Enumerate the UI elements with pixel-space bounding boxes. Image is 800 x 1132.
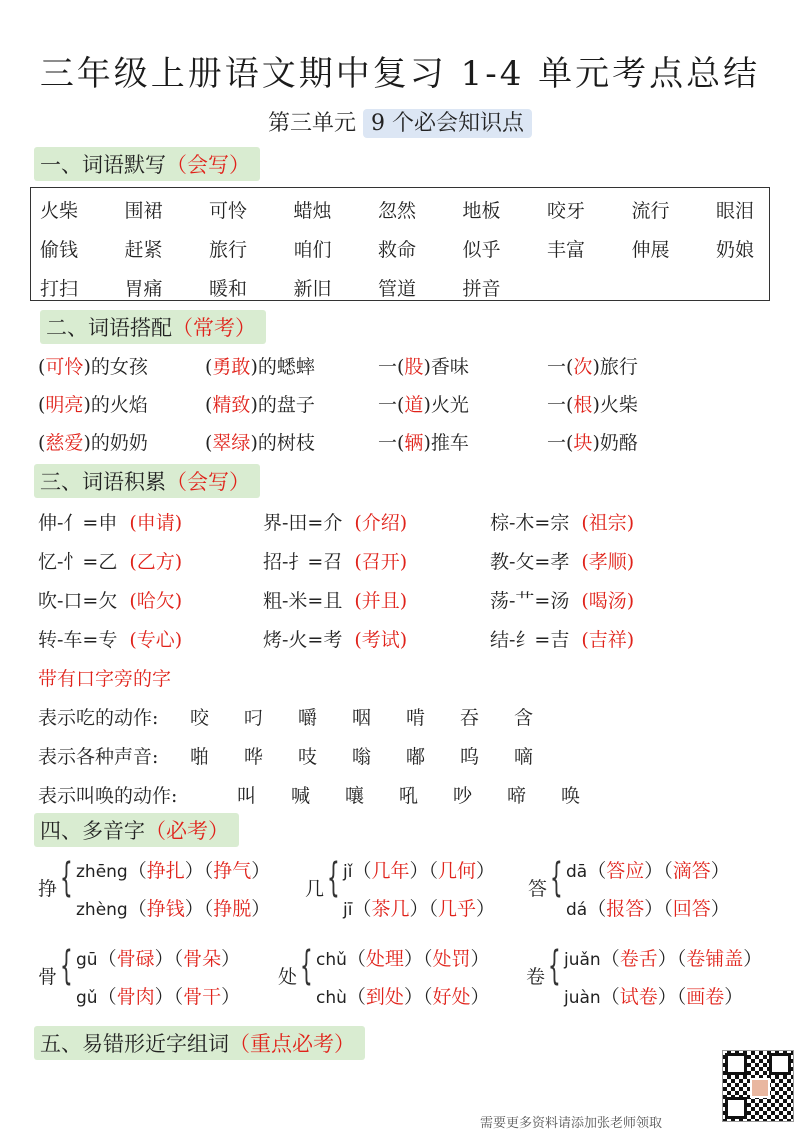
polyphone-line: [564, 944, 762, 971]
pinyin: chù: [316, 988, 347, 1008]
vocab-word: 管道: [378, 278, 417, 300]
equation-text: 忆-忄=乙: [38, 551, 118, 573]
vocab-word: 旅行: [209, 239, 248, 261]
vocab-word: 围裙: [124, 200, 163, 222]
equation-answer: (召开): [354, 551, 408, 573]
pinyin: juàn: [564, 988, 601, 1008]
equation-text: 招-扌=召: [263, 551, 343, 573]
collocation-item: [205, 352, 315, 379]
pinyin: dá: [566, 900, 588, 920]
collocation-answer: 勇敢: [212, 356, 251, 378]
equation-text: 结-纟=吉: [490, 629, 570, 651]
paren-close: ）（: [403, 986, 433, 1008]
pinyin: gǔ: [76, 988, 98, 1008]
paren-close: ）: [251, 898, 271, 920]
section-1-title: 一、词语默写: [40, 153, 166, 177]
polyphone-word: 滴答: [672, 860, 711, 882]
collocation-answer: 股: [404, 356, 424, 378]
paren-open: （: [97, 948, 117, 970]
paren-open: （: [352, 898, 372, 920]
collocation-post: )火柴: [592, 394, 638, 416]
polyphone-word: 回答: [672, 898, 711, 920]
vocab-word: 拼音: [462, 278, 501, 300]
pinyin: gū: [76, 950, 98, 970]
polyphone-line: [316, 944, 489, 971]
paren-close: ）: [476, 898, 496, 920]
vocab-word: 火柴: [40, 200, 79, 222]
paren-open: （: [127, 898, 147, 920]
polyphone-line: [566, 856, 730, 883]
section-2-title: 二、词语搭配: [46, 316, 172, 340]
vocab-word: 新旧: [293, 278, 332, 300]
character-equation: [490, 508, 634, 535]
group-char: 喊: [291, 785, 311, 807]
collocation-answer: 辆: [404, 432, 424, 454]
polyphone-char: 几: [305, 878, 325, 900]
equation-answer: (并且): [354, 590, 408, 612]
polyphone-line: [76, 894, 270, 921]
brace-icon: {: [550, 855, 563, 901]
paren-close: ）（: [184, 898, 214, 920]
polyphone-word: 茶几: [371, 898, 410, 920]
polyphone-word: 几乎: [438, 898, 477, 920]
paren-open: （: [346, 948, 366, 970]
collocation-answer: 根: [573, 394, 593, 416]
collocation-post: )火光: [423, 394, 469, 416]
equation-text: 吹-口=欠: [38, 590, 118, 612]
character-equation: [38, 625, 182, 652]
vocab-word: 眼泪: [716, 200, 755, 222]
group-label: 表示各种声音:: [38, 746, 159, 768]
collocation-pre: (: [205, 432, 213, 454]
polyphone-word: 卷舌: [619, 948, 658, 970]
paren-open: （: [600, 986, 620, 1008]
footer-note: 需要更多资料请添加张老师领取: [480, 1116, 663, 1131]
equation-text: 棕-木=宗: [490, 512, 570, 534]
paren-open: （: [352, 860, 372, 882]
section-3-title: 三、词语积累: [40, 470, 166, 494]
collocation-item: [378, 352, 469, 379]
section-4-heading: [34, 813, 239, 847]
brace-icon: {: [327, 855, 340, 901]
group-char: 嚷: [345, 785, 365, 807]
collocation-item: [547, 352, 638, 379]
section-1-heading: [34, 147, 260, 181]
collocation-post: )的火焰: [83, 394, 148, 416]
paren-open: （: [587, 860, 607, 882]
collocation-pre: 一(: [547, 356, 574, 378]
polyphone-word: 答应: [606, 860, 645, 882]
polyphone-line: [76, 944, 240, 971]
group-char: 唤: [561, 785, 581, 807]
collocation-pre: 一(: [378, 394, 405, 416]
vocab-word: 偷钱: [40, 239, 79, 261]
collocation-pre: 一(: [547, 394, 574, 416]
group-char: 啼: [507, 785, 527, 807]
paren-close: ）: [476, 860, 496, 882]
collocation-answer: 块: [573, 432, 593, 454]
vocab-word: 救命: [378, 239, 417, 261]
collocation-item: [547, 428, 638, 455]
polyphone-word: 挣钱: [146, 898, 185, 920]
equation-text: 教-攵=孝: [490, 551, 570, 573]
equation-answer: (哈欠): [129, 590, 183, 612]
paren-close: ）: [743, 948, 763, 970]
group-char: 嘟: [406, 746, 426, 768]
section-5-title: 五、易错形近字组词: [40, 1032, 229, 1056]
section-5-heading: [34, 1026, 365, 1060]
vocab-word: 伸展: [631, 239, 670, 261]
polyphone-word: 挣扎: [146, 860, 185, 882]
collocation-pre: (: [205, 356, 213, 378]
equation-answer: (孝顺): [581, 551, 635, 573]
qr-code: [722, 1050, 794, 1122]
group-char: 咽: [352, 707, 372, 729]
equation-text: 转-车=专: [38, 629, 118, 651]
paren-close: ）: [710, 898, 730, 920]
paren-close: ）（: [657, 986, 687, 1008]
collocation-post: )推车: [423, 432, 469, 454]
collocation-post: )旅行: [592, 356, 638, 378]
character-equation: [38, 508, 182, 535]
polyphone-word: 画卷: [686, 986, 725, 1008]
group-char: 叼: [244, 707, 264, 729]
unit-highlight: 9 个必会知识点: [363, 109, 532, 138]
paren-close: ）（: [184, 860, 214, 882]
vocab-word: 流行: [631, 200, 670, 222]
paren-close: ）: [470, 986, 490, 1008]
group-char: 含: [514, 707, 534, 729]
collocation-item: [205, 390, 315, 417]
character-equation: [490, 625, 634, 652]
equation-text: 粗-米=且: [263, 590, 343, 612]
collocation-pre: 一(: [547, 432, 574, 454]
paren-open: （: [600, 948, 620, 970]
paren-close: ）（: [409, 860, 438, 882]
polyphone-line: [76, 856, 270, 883]
character-equation: [263, 625, 407, 652]
collocation-answer: 次: [573, 356, 593, 378]
collocation-pre: 一(: [378, 356, 405, 378]
character-equation: [263, 547, 407, 574]
collocation-item: [378, 428, 469, 455]
collocation-pre: (: [205, 394, 213, 416]
section-1-tag: （会写）: [166, 153, 250, 177]
vocab-word: 打扫: [40, 278, 79, 300]
equation-text: 界-田=介: [263, 512, 343, 534]
collocation-item: [38, 390, 148, 417]
brace-icon: {: [60, 943, 73, 989]
equation-answer: (祖宗): [581, 512, 635, 534]
paren-close: ）: [724, 986, 744, 1008]
polyphone-word: 骨朵: [183, 948, 222, 970]
collocation-pre: 一(: [378, 432, 405, 454]
group-char: 咬: [190, 707, 210, 729]
group-char: 叫: [237, 785, 257, 807]
vocab-word: 咬牙: [547, 200, 586, 222]
character-equation: [38, 586, 182, 613]
collocation-post: )的盘子: [250, 394, 315, 416]
polyphone-word: 处罚: [432, 948, 471, 970]
character-equation: [263, 508, 407, 535]
polyphone-char: 处: [278, 966, 298, 988]
vocab-word: 可怜: [209, 200, 248, 222]
equation-answer: (介绍): [354, 512, 408, 534]
polyphone-word: 挣气: [213, 860, 252, 882]
collocation-post: )奶酪: [592, 432, 638, 454]
equation-text: 伸-亻=申: [38, 512, 118, 534]
paren-close: ）（: [644, 898, 673, 920]
paren-close: ）（: [409, 898, 438, 920]
group-char: 吼: [399, 785, 419, 807]
collocation-answer: 精致: [212, 394, 251, 416]
polyphone-line: [343, 856, 495, 883]
paren-close: ）（: [154, 948, 184, 970]
character-equation: [490, 586, 634, 613]
brace-icon: {: [60, 855, 73, 901]
collocation-pre: (: [38, 356, 46, 378]
pinyin: dā: [566, 862, 588, 882]
character-equation: [38, 547, 182, 574]
paren-open: （: [97, 986, 117, 1008]
pinyin: juǎn: [564, 950, 601, 970]
polyphone-word: 骨碌: [116, 948, 155, 970]
polyphone-line: [343, 894, 495, 921]
polyphone-char: 骨: [38, 966, 58, 988]
collocation-post: )的树枝: [250, 432, 315, 454]
character-equation: [263, 586, 407, 613]
pinyin: jī: [343, 900, 353, 920]
section-3-tag: （会写）: [166, 470, 250, 494]
collocation-post: )的奶奶: [83, 432, 148, 454]
paren-close: ）（: [644, 860, 673, 882]
vocab-word: 咱们: [293, 239, 332, 261]
brace-icon: {: [548, 943, 561, 989]
pinyin: chǔ: [316, 950, 347, 970]
polyphone-line: [564, 982, 743, 1009]
vocab-word: 丰富: [547, 239, 586, 261]
vocab-word: 忽然: [378, 200, 417, 222]
collocation-answer: 明亮: [45, 394, 84, 416]
polyphone-line: [76, 982, 240, 1009]
equation-answer: (乙方): [129, 551, 183, 573]
group-char: 吞: [460, 707, 480, 729]
section-4-tag: （必考）: [145, 819, 229, 843]
equation-text: 荡-艹=汤: [490, 590, 570, 612]
group-char: 啃: [406, 707, 426, 729]
vocab-word: 似乎: [462, 239, 501, 261]
equation-answer: (考试): [354, 629, 408, 651]
collocation-item: [38, 352, 148, 379]
character-equation: [490, 547, 634, 574]
collocation-answer: 翠绿: [212, 432, 251, 454]
polyphone-word: 骨肉: [116, 986, 155, 1008]
collocation-answer: 慈爱: [45, 432, 84, 454]
pinyin: zhèng: [76, 900, 128, 920]
paren-open: （: [346, 986, 366, 1008]
group-char: 嘀: [514, 746, 534, 768]
paren-close: ）: [470, 948, 490, 970]
group-char: 吵: [453, 785, 473, 807]
paren-close: ）: [251, 860, 271, 882]
section-4-title: 四、多音字: [40, 819, 145, 843]
section-3-heading: [34, 464, 260, 498]
polyphone-line: [566, 894, 730, 921]
vocab-word: 地板: [462, 200, 501, 222]
collocation-pre: (: [38, 394, 46, 416]
collocation-answer: 道: [404, 394, 424, 416]
group-char: 嚼: [298, 707, 318, 729]
unit-title: [0, 106, 800, 137]
vocab-word: 奶娘: [716, 239, 755, 261]
polyphone-char: 挣: [38, 878, 58, 900]
page-title: 三年级上册语文期中复习 1-4 单元考点总结: [39, 54, 761, 94]
section-2-heading: [40, 310, 266, 344]
polyphone-char: 卷: [526, 966, 546, 988]
collocation-answer: 可怜: [45, 356, 84, 378]
vocab-word: 蜡烛: [293, 200, 332, 222]
pinyin: jǐ: [343, 862, 353, 882]
collocation-post: )香味: [423, 356, 469, 378]
paren-close: ）（: [403, 948, 433, 970]
vocab-word: 暖和: [209, 278, 248, 300]
pinyin: zhēng: [76, 862, 128, 882]
paren-close: ）（: [154, 986, 184, 1008]
group-label: 表示吃的动作:: [38, 707, 159, 729]
polyphone-word: 卷铺盖: [686, 948, 744, 970]
paren-close: ）（: [657, 948, 687, 970]
group-label: 表示叫唤的动作:: [38, 785, 178, 807]
section-2-tag: （常考）: [172, 316, 256, 340]
group-char: 嗡: [352, 746, 372, 768]
paren-open: （: [587, 898, 607, 920]
polyphone-word: 好处: [432, 986, 471, 1008]
equation-answer: (喝汤): [581, 590, 635, 612]
vocab-word: 赶紧: [124, 239, 163, 261]
equation-answer: (申请): [129, 512, 183, 534]
group-char: 吱: [298, 746, 318, 768]
polyphone-word: 处理: [365, 948, 404, 970]
polyphone-word: 试卷: [619, 986, 658, 1008]
paren-close: ）: [221, 948, 241, 970]
vocab-word: 胃痛: [124, 278, 163, 300]
section-5-tag: （重点必考）: [229, 1032, 355, 1056]
collocation-post: )的蟋蟀: [250, 356, 315, 378]
collocation-item: [38, 428, 148, 455]
polyphone-word: 报答: [606, 898, 645, 920]
collocation-item: [205, 428, 315, 455]
polyphone-word: 几何: [438, 860, 477, 882]
equation-answer: (吉祥): [581, 629, 635, 651]
polyphone-word: 挣脱: [213, 898, 252, 920]
collocation-item: [378, 390, 469, 417]
collocation-item: [547, 390, 638, 417]
paren-close: ）: [221, 986, 241, 1008]
polyphone-word: 到处: [365, 986, 404, 1008]
collocation-pre: (: [38, 432, 46, 454]
polyphone-word: 骨干: [183, 986, 222, 1008]
avatar: [750, 1078, 770, 1098]
collocation-post: )的女孩: [83, 356, 148, 378]
polyphone-line: [316, 982, 489, 1009]
brace-icon: {: [300, 943, 313, 989]
mouth-radical-subtitle: 带有口字旁的字: [38, 668, 172, 690]
equation-answer: (专心): [129, 629, 183, 651]
polyphone-char: 答: [528, 878, 548, 900]
group-char: 啪: [190, 746, 210, 768]
paren-close: ）: [710, 860, 730, 882]
equation-text: 烤-火=考: [263, 629, 343, 651]
unit-prefix: 第三单元: [267, 111, 356, 136]
paren-open: （: [127, 860, 147, 882]
group-char: 呜: [460, 746, 480, 768]
group-char: 哗: [244, 746, 264, 768]
polyphone-word: 几年: [371, 860, 410, 882]
